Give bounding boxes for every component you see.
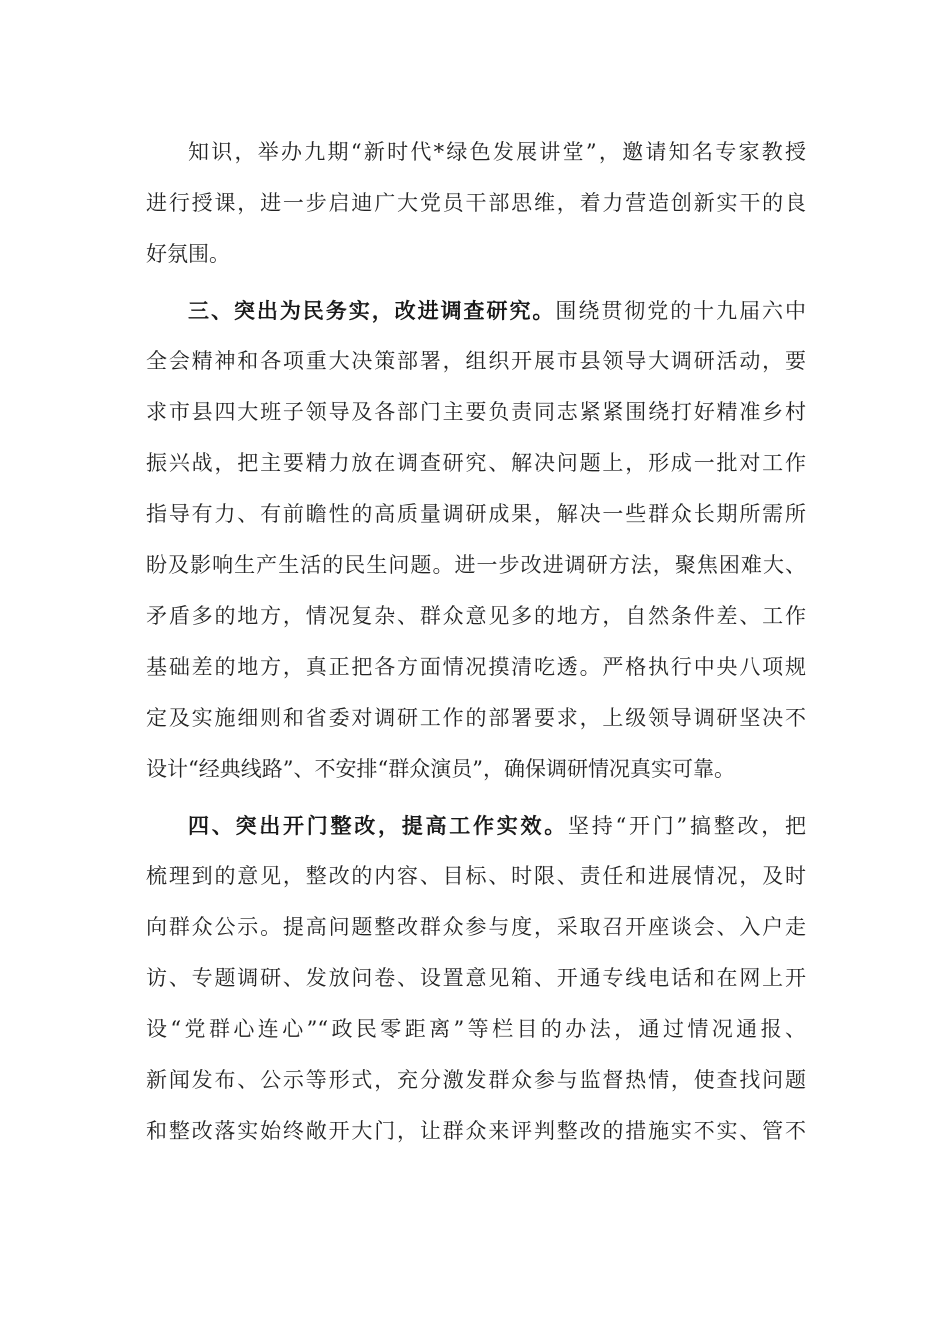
paragraph-line: 新闻发布、公示等形式，充分激发群众参与监督热情，使查找问题 — [146, 1068, 806, 1092]
paragraph-text: 围绕贯彻党的十九届六中 — [555, 299, 807, 323]
paragraph-line: 定及实施细则和省委对调研工作的部署要求，上级领导调研坚决不 — [146, 706, 806, 730]
paragraph-line: 指导有力、有前瞻性的高质量调研成果，解决一些群众长期所需所 — [146, 502, 806, 526]
paragraph-line: 矛盾多的地方，情况复杂、群众意见多的地方，自然条件差、工作 — [146, 604, 806, 628]
paragraph-line: 梳理到的意见，整改的内容、目标、时限、责任和进展情况，及时 — [146, 864, 806, 888]
paragraph-line: 全会精神和各项重大决策部署，组织开展市县领导大调研活动，要 — [146, 349, 806, 373]
paragraph-line: 知识，举办九期“新时代*绿色发展讲堂”，邀请知名专家教授 — [188, 140, 806, 164]
paragraph-line: 向群众公示。提高问题整改群众参与度，采取召开座谈会、入户走 — [146, 915, 806, 939]
paragraph-line: 和整改落实始终敞开大门，让群众来评判整改的措施实不实、管不 — [146, 1119, 806, 1143]
paragraph-line: 好氛围。 — [146, 242, 230, 266]
paragraph-text: 坚持“开门”搞整改，把 — [568, 814, 806, 838]
paragraph-line: 基础差的地方，真正把各方面情况摸清吃透。严格执行中央八项规 — [146, 655, 806, 679]
section-heading: 三、突出为民务实，改进调查研究。 — [188, 298, 556, 323]
paragraph-2 — [146, 285, 806, 795]
paragraph-line: 进行授课，进一步启迪广大党员干部思维，着力营造创新实干的良 — [146, 191, 806, 215]
paragraph-first-line — [146, 800, 806, 851]
paragraph-3 — [146, 800, 806, 1157]
paragraph-first-line — [146, 285, 806, 336]
paragraph-line: 振兴战，把主要精力放在调查研究、解决问题上，形成一批对工作 — [146, 451, 806, 475]
paragraph-line: 盼及影响生产生活的民生问题。进一步改进调研方法，聚焦困难大、 — [146, 553, 806, 577]
section-heading: 四、突出开门整改，提高工作实效。 — [188, 813, 569, 838]
paragraph-1 — [146, 127, 806, 280]
paragraph-line: 设计“经典线路”、不安排“群众演员”，确保调研情况真实可靠。 — [146, 757, 735, 781]
paragraph-line: 设“党群心连心”“政民零距离”等栏目的办法，通过情况通报、 — [146, 1017, 806, 1041]
paragraph-line: 访、专题调研、发放问卷、设置意见箱、开通专线电话和在网上开 — [146, 966, 806, 990]
paragraph-line: 求市县四大班子领导及各部门主要负责同志紧紧围绕打好精准乡村 — [146, 400, 806, 424]
